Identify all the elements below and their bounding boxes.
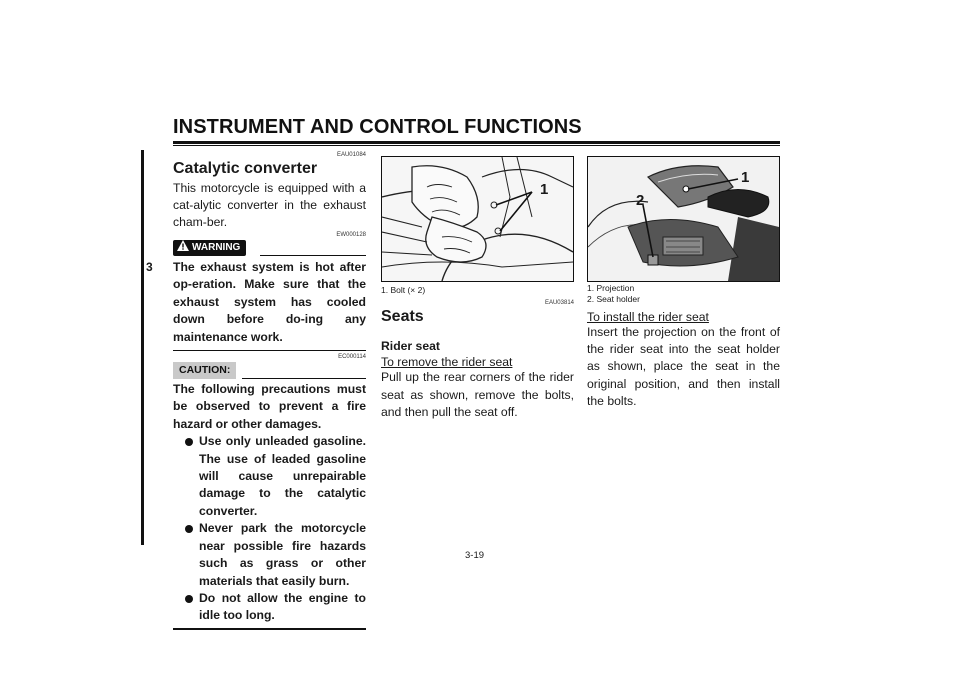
warning-end-rule bbox=[173, 350, 366, 351]
bullet-text: Never park the motorcycle near possible fire hazards such as grass or other materials that easily burn. bbox=[199, 521, 366, 588]
left-column bbox=[173, 152, 366, 630]
seats-heading: Seats bbox=[381, 308, 424, 325]
header-rule bbox=[173, 141, 780, 144]
caution-text: The following precautions must be observed to prevent a fire hazard or other damages. bbox=[173, 382, 366, 431]
bullet-dot-icon bbox=[185, 525, 193, 533]
seats-code: EAU03814 bbox=[544, 300, 574, 306]
caption-projection: 1. Projection bbox=[587, 283, 635, 293]
rider-seat-subheading: Rider seat bbox=[381, 339, 440, 353]
bullet-text: Do not allow the engine to idle too long. bbox=[199, 590, 366, 623]
bullet-dot-icon bbox=[185, 595, 193, 603]
caution-header bbox=[173, 362, 366, 379]
seat-holder-photo bbox=[587, 156, 780, 282]
install-seat-title: To install the rider seat bbox=[587, 310, 709, 324]
header-rule-thin bbox=[173, 145, 780, 146]
install-seat-text: Insert the projection on the front of the rider seat into the seat holder as shown, place the seat in the original position, and then install the bolts. bbox=[587, 325, 780, 408]
warning-triangle-icon bbox=[177, 240, 189, 257]
caution-header-rule bbox=[242, 378, 366, 379]
warning-badge bbox=[173, 240, 246, 256]
seat-bolts-illustration bbox=[382, 157, 573, 281]
remove-seat-title: To remove the rider seat bbox=[381, 355, 513, 370]
figure-label-holder: 2 bbox=[636, 192, 645, 209]
chapter-number: 3 bbox=[146, 260, 153, 274]
warning-header-rule bbox=[260, 255, 366, 256]
figure-label-bolt: 1 bbox=[540, 181, 549, 198]
seat-bolts-photo bbox=[381, 156, 574, 282]
seat-holder-illustration bbox=[588, 157, 779, 281]
page-header-title: INSTRUMENT AND CONTROL FUNCTIONS bbox=[173, 116, 582, 138]
caption-seat-holder: 2. Seat holder bbox=[587, 294, 640, 304]
caution-code: EC000114 bbox=[338, 354, 366, 361]
intro-text: This motorcycle is equipped with a cat-alytic converter in the exhaust cham-ber. bbox=[173, 181, 366, 230]
warning-label: WARNING bbox=[192, 242, 241, 253]
figure-label-projection: 1 bbox=[741, 169, 750, 186]
warning-code: EW000128 bbox=[336, 232, 366, 238]
caption-bolt: 1. Bolt (× 2) bbox=[381, 285, 426, 295]
bullet-dot-icon bbox=[185, 438, 193, 446]
warning-text: The exhaust system is hot after op-eration. Make sure that the exhaust system has cooled down before do-ing any maintenance work. bbox=[173, 260, 366, 344]
chapter-side-bar bbox=[141, 150, 144, 545]
caution-badge: CAUTION: bbox=[173, 362, 236, 379]
middle-column bbox=[381, 300, 574, 421]
list-item bbox=[185, 433, 366, 520]
list-item bbox=[185, 520, 366, 590]
caution-bullet-list bbox=[185, 433, 366, 624]
remove-seat-text: Pull up the rear corners of the rider seat as shown, remove the bolts, and then pull the seat off. bbox=[381, 370, 574, 419]
right-column bbox=[587, 310, 780, 410]
section-code: EAU01084 bbox=[336, 152, 366, 158]
list-item bbox=[185, 590, 366, 625]
bullet-text: Use only unleaded gasoline. The use of leaded gasoline will cause unrepairable damage to the catalytic converter. bbox=[199, 434, 366, 518]
caution-end-rule bbox=[173, 628, 366, 630]
section-heading: Catalytic converter bbox=[173, 160, 318, 177]
page-number: 3-19 bbox=[465, 550, 485, 561]
warning-header bbox=[173, 240, 366, 256]
